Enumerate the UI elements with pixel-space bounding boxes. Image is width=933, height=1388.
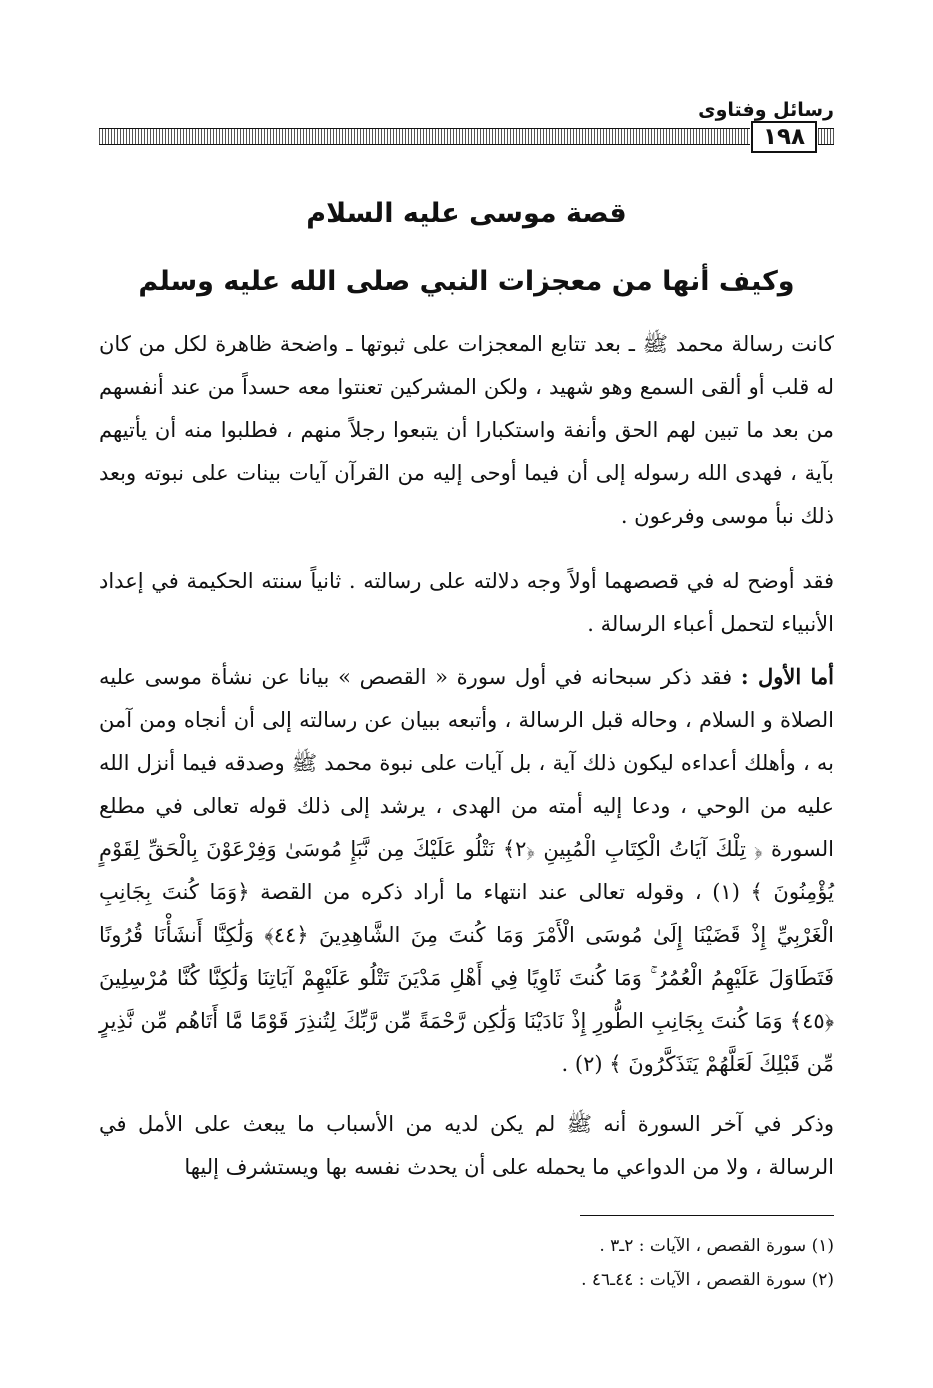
- header-ornamental-rule: [99, 128, 750, 145]
- paragraph-3-lead: أما الأول :: [740, 664, 834, 689]
- paragraph-1: كانت رسالة محمد ﷺ ـ بعد تتابع المعجزات على ثبوتها ـ واضحة ظاهرة لكل من كان له قلب أو ألقى السمع وهو شهيد ، ولكن المشركين تعنتوا معه حسداً من عند أنفسهم من بعد ما تبين لهم الحق وأنفة واستكبارا أن يتبعوا رجلاً منهم ، فطلبوا منه أن يأتيهم بآية ، فهدى الله رسوله إلى أن فيما أوحى إليه من القرآن آيات بينات على نبوته وبعد ذلك نبأ موسى وفرعون .: [99, 332, 834, 528]
- footnote-2: (٢) سورة القصص ، الآيات : ٤٤ـ٤٦ .: [581, 1270, 834, 1290]
- header-ornamental-rule-end: [818, 128, 834, 145]
- chapter-title: قصة موسى عليه السلام: [306, 198, 627, 229]
- page-number: ١٩٨: [751, 121, 817, 153]
- paragraph-3-text: فقد ذكر سبحانه في أول سورة « القصص » بيانا عن نشأة موسى عليه الصلاة و السلام ، وحاله قبل الرسالة ، وأتبعه ببيان عن رسالته إلى أن أنجاه ومن آمن به ، وأهلك أعداءه ليكون ذلك آية ، بل آيات على نبوة محمد ﷺ وصدقه فيما أنزل الله عليه من الوحي ، ودعا إليه أمته من الهدى ، يرشد إلى ذلك قوله تعالى في مطلع السورة ﴿ تِلْكَ آيَاتُ الْكِتَابِ الْمُبِينِ ﴿٢﴾ نَتْلُو عَلَيْكَ مِن نَّبَإِ مُوسَىٰ وَفِرْعَوْنَ بِالْحَقِّ لِقَوْمٍ يُؤْمِنُونَ ﴾ (١) ، وقوله تعالى عند انتهاء ما أراد ذكره من القصة ﴿وَمَا كُنتَ بِجَانِبِ الْغَرْبِيِّ إِذْ قَضَيْنَا إِلَىٰ مُوسَى الْأَمْرَ وَمَا كُنتَ مِنَ الشَّاهِدِينَ ﴿٤٤﴾ وَلَٰكِنَّا أَنشَأْنَا قُرُونًا فَتَطَاوَلَ عَلَيْهِمُ الْعُمُرُ ۚ وَمَا كُنتَ ثَاوِيًا فِي أَهْلِ مَدْيَنَ تَتْلُو عَلَيْهِمْ آيَاتِنَا وَلَٰكِنَّا كُنَّا مُرْسِلِينَ ﴿٤٥﴾ وَمَا كُنتَ بِجَانِبِ الطُّورِ إِذْ نَادَيْنَا وَلَٰكِن رَّحْمَةً مِّن رَّبِّكَ لِتُنذِرَ قَوْمًا مَّا أَتَاهُم مِّن نَّذِيرٍ مِّن قَبْلِكَ لَعَلَّهُمْ يَتَذَكَّرُونَ ﴾ (٢) .: [99, 665, 835, 1076]
- paragraph-2: فقد أوضح له في قصصهما أولاً وجه دلالته على رسالته . ثانياً سنته الحكيمة في إعداد الأنبياء لتحمل أعباء الرسالة .: [99, 569, 834, 636]
- paragraph-4: وذكر في آخر السورة أنه ﷺ لم يكن لديه من الأسباب ما يبعث على الأمل في الرسالة ، ولا من الدواعي ما يحمله على أن يحدث نفسه بها ويستشرف إليها: [99, 1112, 834, 1179]
- footnote-separator: [580, 1215, 834, 1216]
- footnote-1: (١) سورة القصص ، الآيات : ٢ـ٣ .: [599, 1236, 834, 1256]
- running-header-title: رسائل وفتاوى: [698, 99, 834, 121]
- chapter-subtitle: وكيف أنها من معجزات النبي صلى الله عليه وسلم: [138, 266, 795, 297]
- paragraph-3: [99, 655, 834, 1086]
